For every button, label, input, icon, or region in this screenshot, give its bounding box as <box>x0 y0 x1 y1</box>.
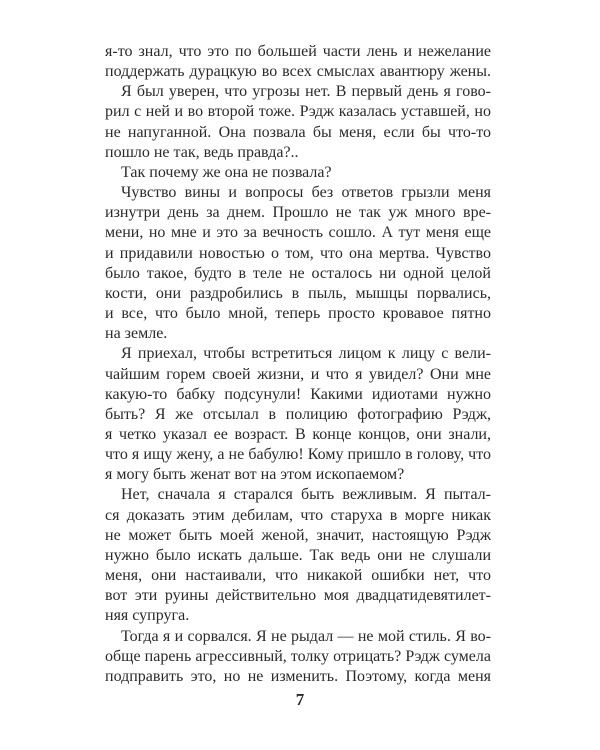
text-line: на земле. <box>105 325 168 343</box>
text-line: я могу быть женат вот на этом ископаемом? <box>105 466 405 484</box>
body-text <box>105 42 491 687</box>
text-line: нужно было искать дальше. Так ведь они не слушали <box>105 546 491 564</box>
text-line: обще парень агрессивный, толку отрицать? Рэдж сумела <box>105 647 491 665</box>
text-line: не может быть моей женой, значит, настоящую Рэдж <box>105 526 491 544</box>
text-line: Я приехал, чтобы встретиться лицом к лицу с вели- <box>121 345 491 363</box>
text-line: Я был уверен, что угрозы нет. В первый день я гово- <box>121 83 491 101</box>
text-line: и все, что было мной, теперь просто кровавое пятно <box>105 305 491 323</box>
text-line: меня, они настаивали, что никакой ошибки нет, что <box>105 567 491 585</box>
text-line: няя супруга. <box>105 607 190 625</box>
text-line: я четко указал ее возраст. В конце концов, они знали, <box>105 425 491 443</box>
text-line: мени, но мне и это за вечность сошло. А тут меня еще <box>105 224 491 242</box>
text-line: ся доказать этим дебилам, что старуха в морге никак <box>105 506 491 524</box>
text-line: кости, они раздробились в пыль, мышцы порвались, <box>105 284 491 302</box>
text-line: не напуганной. Она позвала бы меня, если бы что-то <box>105 123 491 141</box>
text-line: поддержать дурацкую во всех смыслах авантюру жены. <box>105 63 491 81</box>
text-line: быть? Я же отсылал в полицию фотографию Рэдж, <box>105 405 491 423</box>
text-line: Нет, сначала я старался быть вежливым. Я пытал- <box>121 486 491 504</box>
text-line: чайшим горем своей жизни, и что я увидел? Они мне <box>105 365 491 383</box>
text-line: пошло не так, ведь правда?.. <box>105 143 299 161</box>
text-line: Тогда я и сорвался. Я не рыдал — не мой стиль. Я во- <box>121 627 491 645</box>
text-line: Чувство вины и вопросы без ответов грызли меня <box>121 184 491 202</box>
text-line: подправить это, но не изменить. Поэтому, когда меня <box>105 667 491 685</box>
page-number: 7 <box>295 690 305 709</box>
text-line: какую-то бабку подсунули! Какими идиотами нужно <box>105 385 491 403</box>
text-line: что я ищу жену, а не бабулю! Кому пришло в голову, что <box>105 446 491 464</box>
text-line: изнутри день за днем. Прошло не так уж много вре- <box>105 204 491 222</box>
text-line: вот эти руины действительно моя двадцатидевятилет- <box>105 587 491 605</box>
text-line: я-то знал, что это по большей части лень и нежелание <box>105 43 491 60</box>
text-line: было такое, будто в теле не осталось ни одной целой <box>105 264 491 282</box>
text-line: Так почему же она не позвала? <box>121 163 332 181</box>
text-line: рил с ней и во второй тоже. Рэдж казалась уставшей, но <box>105 103 491 121</box>
text-line: и придавили новостью о том, что она мертва. Чувство <box>105 244 491 262</box>
